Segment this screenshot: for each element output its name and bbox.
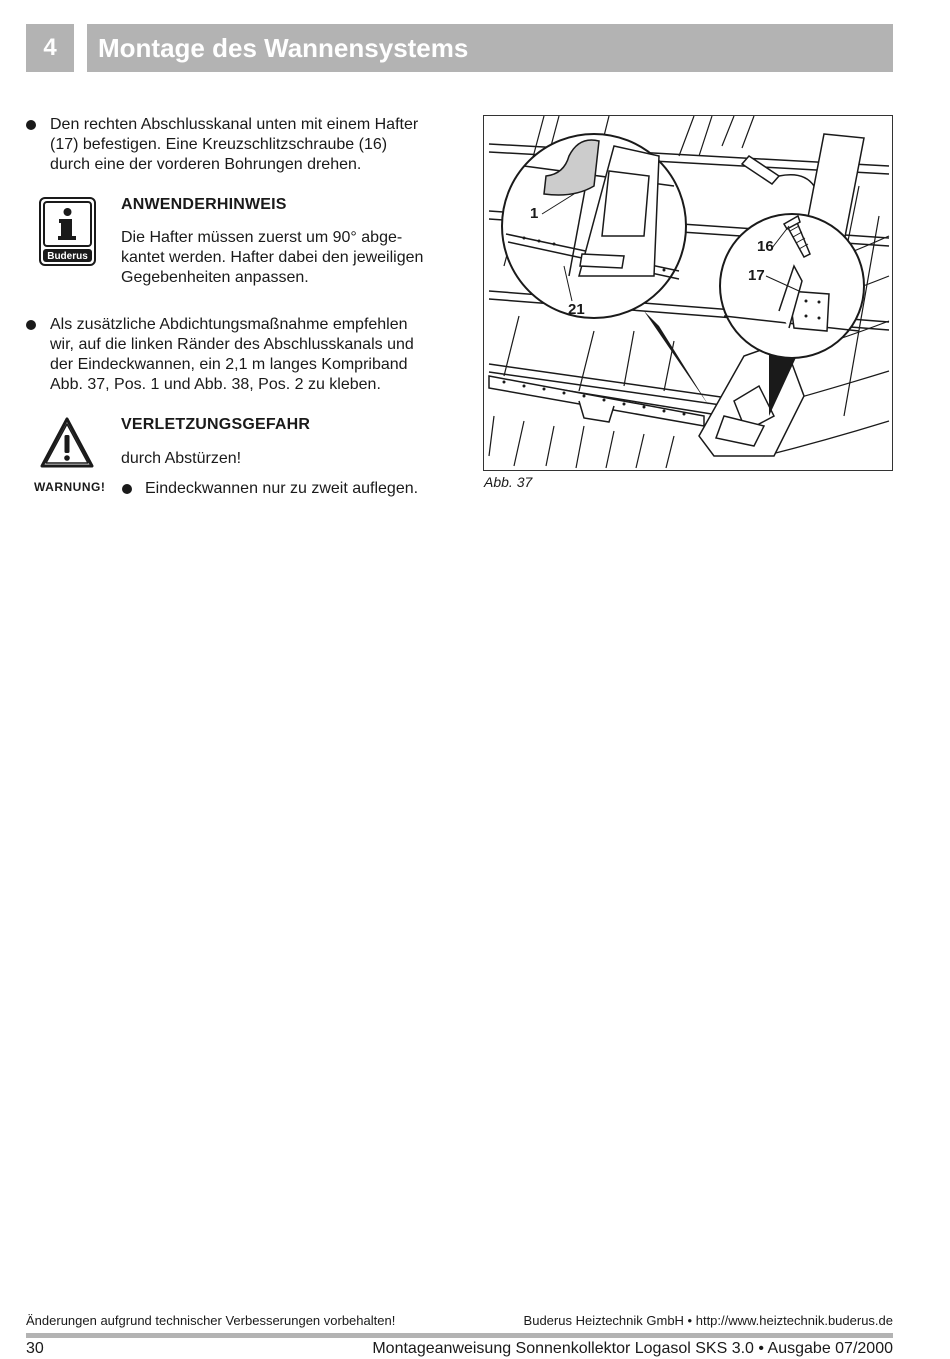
bullet-2-text: Als zusätzliche Abdichtungsmaßnahme empfehlen wir, auf die linken Ränder des Abschlusskanals und der Eindeckwannen, ein 2,1 m langes Kompriband Abb. 37, Pos. 1 und Abb. 38, Pos. 2 zu kleben. xyxy=(50,316,414,393)
installation-figure xyxy=(483,115,893,471)
footer-disclaimer: Änderungen aufgrund technischer Verbesserungen vorbehalten! xyxy=(26,1313,396,1328)
bullet-1-text: Den rechten Abschlusskanal unten mit einem Hafter (17) befestigen. Eine Kreuzschlitzschraube (16) durch eine der vorderen Bohrungen drehen. xyxy=(50,116,419,173)
bullet-dot xyxy=(26,320,36,330)
roof-installation-drawing xyxy=(484,116,893,471)
warning-heading: VERLETZUNGSGEFAHR xyxy=(121,416,311,433)
warning-label: WARNUNG! xyxy=(34,480,106,494)
chapter-number: 4 xyxy=(26,24,74,72)
callout-label: 21 xyxy=(568,301,585,318)
bullet-dot xyxy=(122,484,132,494)
bullet-dot xyxy=(26,120,36,130)
footer-divider xyxy=(26,1333,893,1338)
note-heading: ANWENDERHINWEIS xyxy=(121,196,287,213)
figure-caption: Abb. 37 xyxy=(484,474,533,490)
document-title: Montageanweisung Sonnenkollektor Logasol SKS 3.0 • Ausgabe 07/2000 xyxy=(372,1340,893,1357)
footer-company: Buderus Heiztechnik GmbH • http://www.heiztechnik.buderus.de xyxy=(523,1313,893,1328)
warning-text: durch Abstürzen! xyxy=(121,450,242,467)
warning-triangle-icon xyxy=(39,416,95,470)
callout-label: 17 xyxy=(748,267,765,284)
callout-label: 16 xyxy=(757,238,774,255)
warning-bullet-text: Eindeckwannen nur zu zweit auflegen. xyxy=(145,480,419,497)
callout-label: 1 xyxy=(530,205,539,222)
page-number: 30 xyxy=(26,1340,44,1357)
page-title: Montage des Wannensystems xyxy=(87,24,893,72)
info-icon xyxy=(39,197,96,266)
buderus-logo-text: Buderus xyxy=(47,251,88,262)
note-text: Die Hafter müssen zuerst um 90° abge- kantet werden. Hafter dabei den jeweiligen Gegebenheiten anpassen. xyxy=(121,229,424,286)
